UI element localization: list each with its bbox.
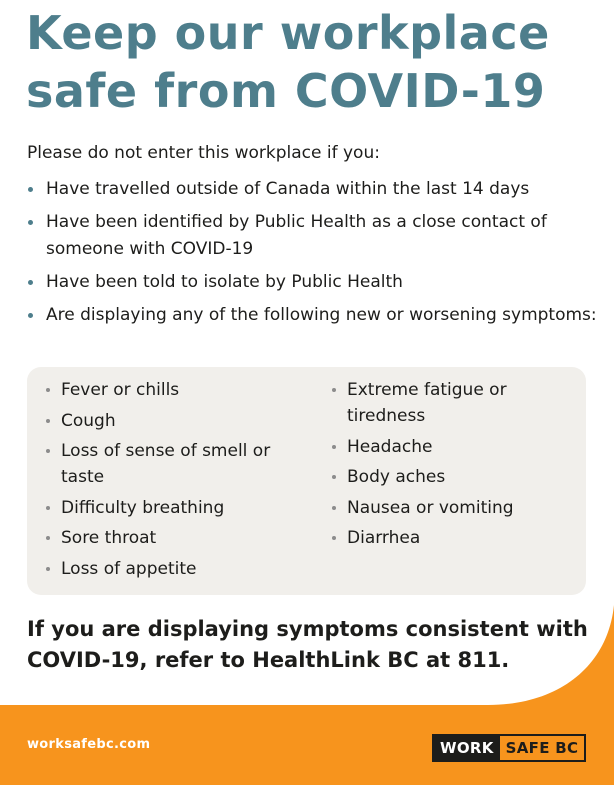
- bullet-icon: [332, 536, 336, 540]
- symptom-item: [45, 438, 305, 490]
- symptom-list-right: [331, 377, 571, 556]
- bullet-icon: [28, 187, 33, 192]
- condition-text: Have been identified by Public Health as a close contact of someone with COVID-19: [46, 212, 547, 259]
- bullet-icon: [28, 220, 33, 225]
- notice-line-2: COVID-19, refer to HealthLink BC at 811.: [27, 648, 510, 672]
- worksafebc-logo: [432, 734, 586, 762]
- symptom-item: [45, 408, 305, 434]
- symptom-item: [331, 464, 571, 490]
- bullet-icon: [46, 506, 50, 510]
- bullet-icon: [46, 536, 50, 540]
- logo-work-text: WORK: [434, 736, 500, 760]
- website-link[interactable]: worksafebc.com: [27, 737, 151, 752]
- symptom-item: [45, 556, 305, 582]
- bullet-icon: [46, 388, 50, 392]
- symptom-item: [331, 525, 571, 551]
- condition-text: Have been told to isolate by Public Health: [46, 272, 403, 292]
- symptom-text: Diarrhea: [347, 528, 421, 548]
- symptom-text: Body aches: [347, 467, 446, 487]
- condition-text: Are displaying any of the following new or worsening symptoms:: [46, 305, 597, 325]
- bullet-icon: [332, 475, 336, 479]
- page-title: [26, 4, 606, 120]
- symptom-list-left: [45, 377, 305, 586]
- symptom-item: [331, 377, 571, 429]
- notice-line-1: If you are displaying symptoms consistent with: [27, 617, 588, 641]
- symptom-text: Nausea or vomiting: [347, 497, 514, 518]
- condition-list: [27, 176, 597, 335]
- condition-item: [27, 209, 597, 263]
- symptom-text: Loss of sense of smell or taste: [61, 441, 271, 487]
- symptom-text: Loss of appetite: [61, 558, 197, 579]
- condition-text: Have travelled outside of Canada within the last 14 days: [46, 179, 530, 199]
- bullet-icon: [46, 449, 50, 453]
- bullet-icon: [46, 567, 50, 571]
- condition-item: [27, 176, 597, 203]
- symptom-item: [45, 525, 305, 551]
- symptom-item: [45, 377, 305, 403]
- symptom-box: [27, 367, 586, 595]
- bullet-icon: [28, 280, 33, 285]
- bullet-icon: [332, 506, 336, 510]
- title-line-1: Keep our workplace: [26, 6, 550, 60]
- symptom-item: [331, 495, 571, 521]
- condition-item: [27, 269, 597, 296]
- intro-text: Please do not enter this workplace if you:: [27, 143, 380, 163]
- bullet-icon: [332, 388, 336, 392]
- symptom-text: Cough: [61, 410, 116, 431]
- symptom-item: [45, 495, 305, 521]
- symptom-text: Sore throat: [61, 528, 157, 548]
- symptom-text: Headache: [347, 436, 433, 457]
- title-line-2: safe from COVID-19: [26, 64, 546, 118]
- bullet-icon: [28, 313, 33, 318]
- symptom-text: Extreme fatigue or tiredness: [347, 380, 507, 426]
- bullet-icon: [46, 419, 50, 423]
- logo-safe-text: SAFE BC: [500, 736, 585, 760]
- bullet-icon: [332, 445, 336, 449]
- healthlink-notice: [27, 614, 587, 676]
- symptom-text: Difficulty breathing: [61, 497, 225, 518]
- condition-item: [27, 302, 597, 329]
- symptom-item: [331, 434, 571, 460]
- symptom-text: Fever or chills: [61, 380, 180, 400]
